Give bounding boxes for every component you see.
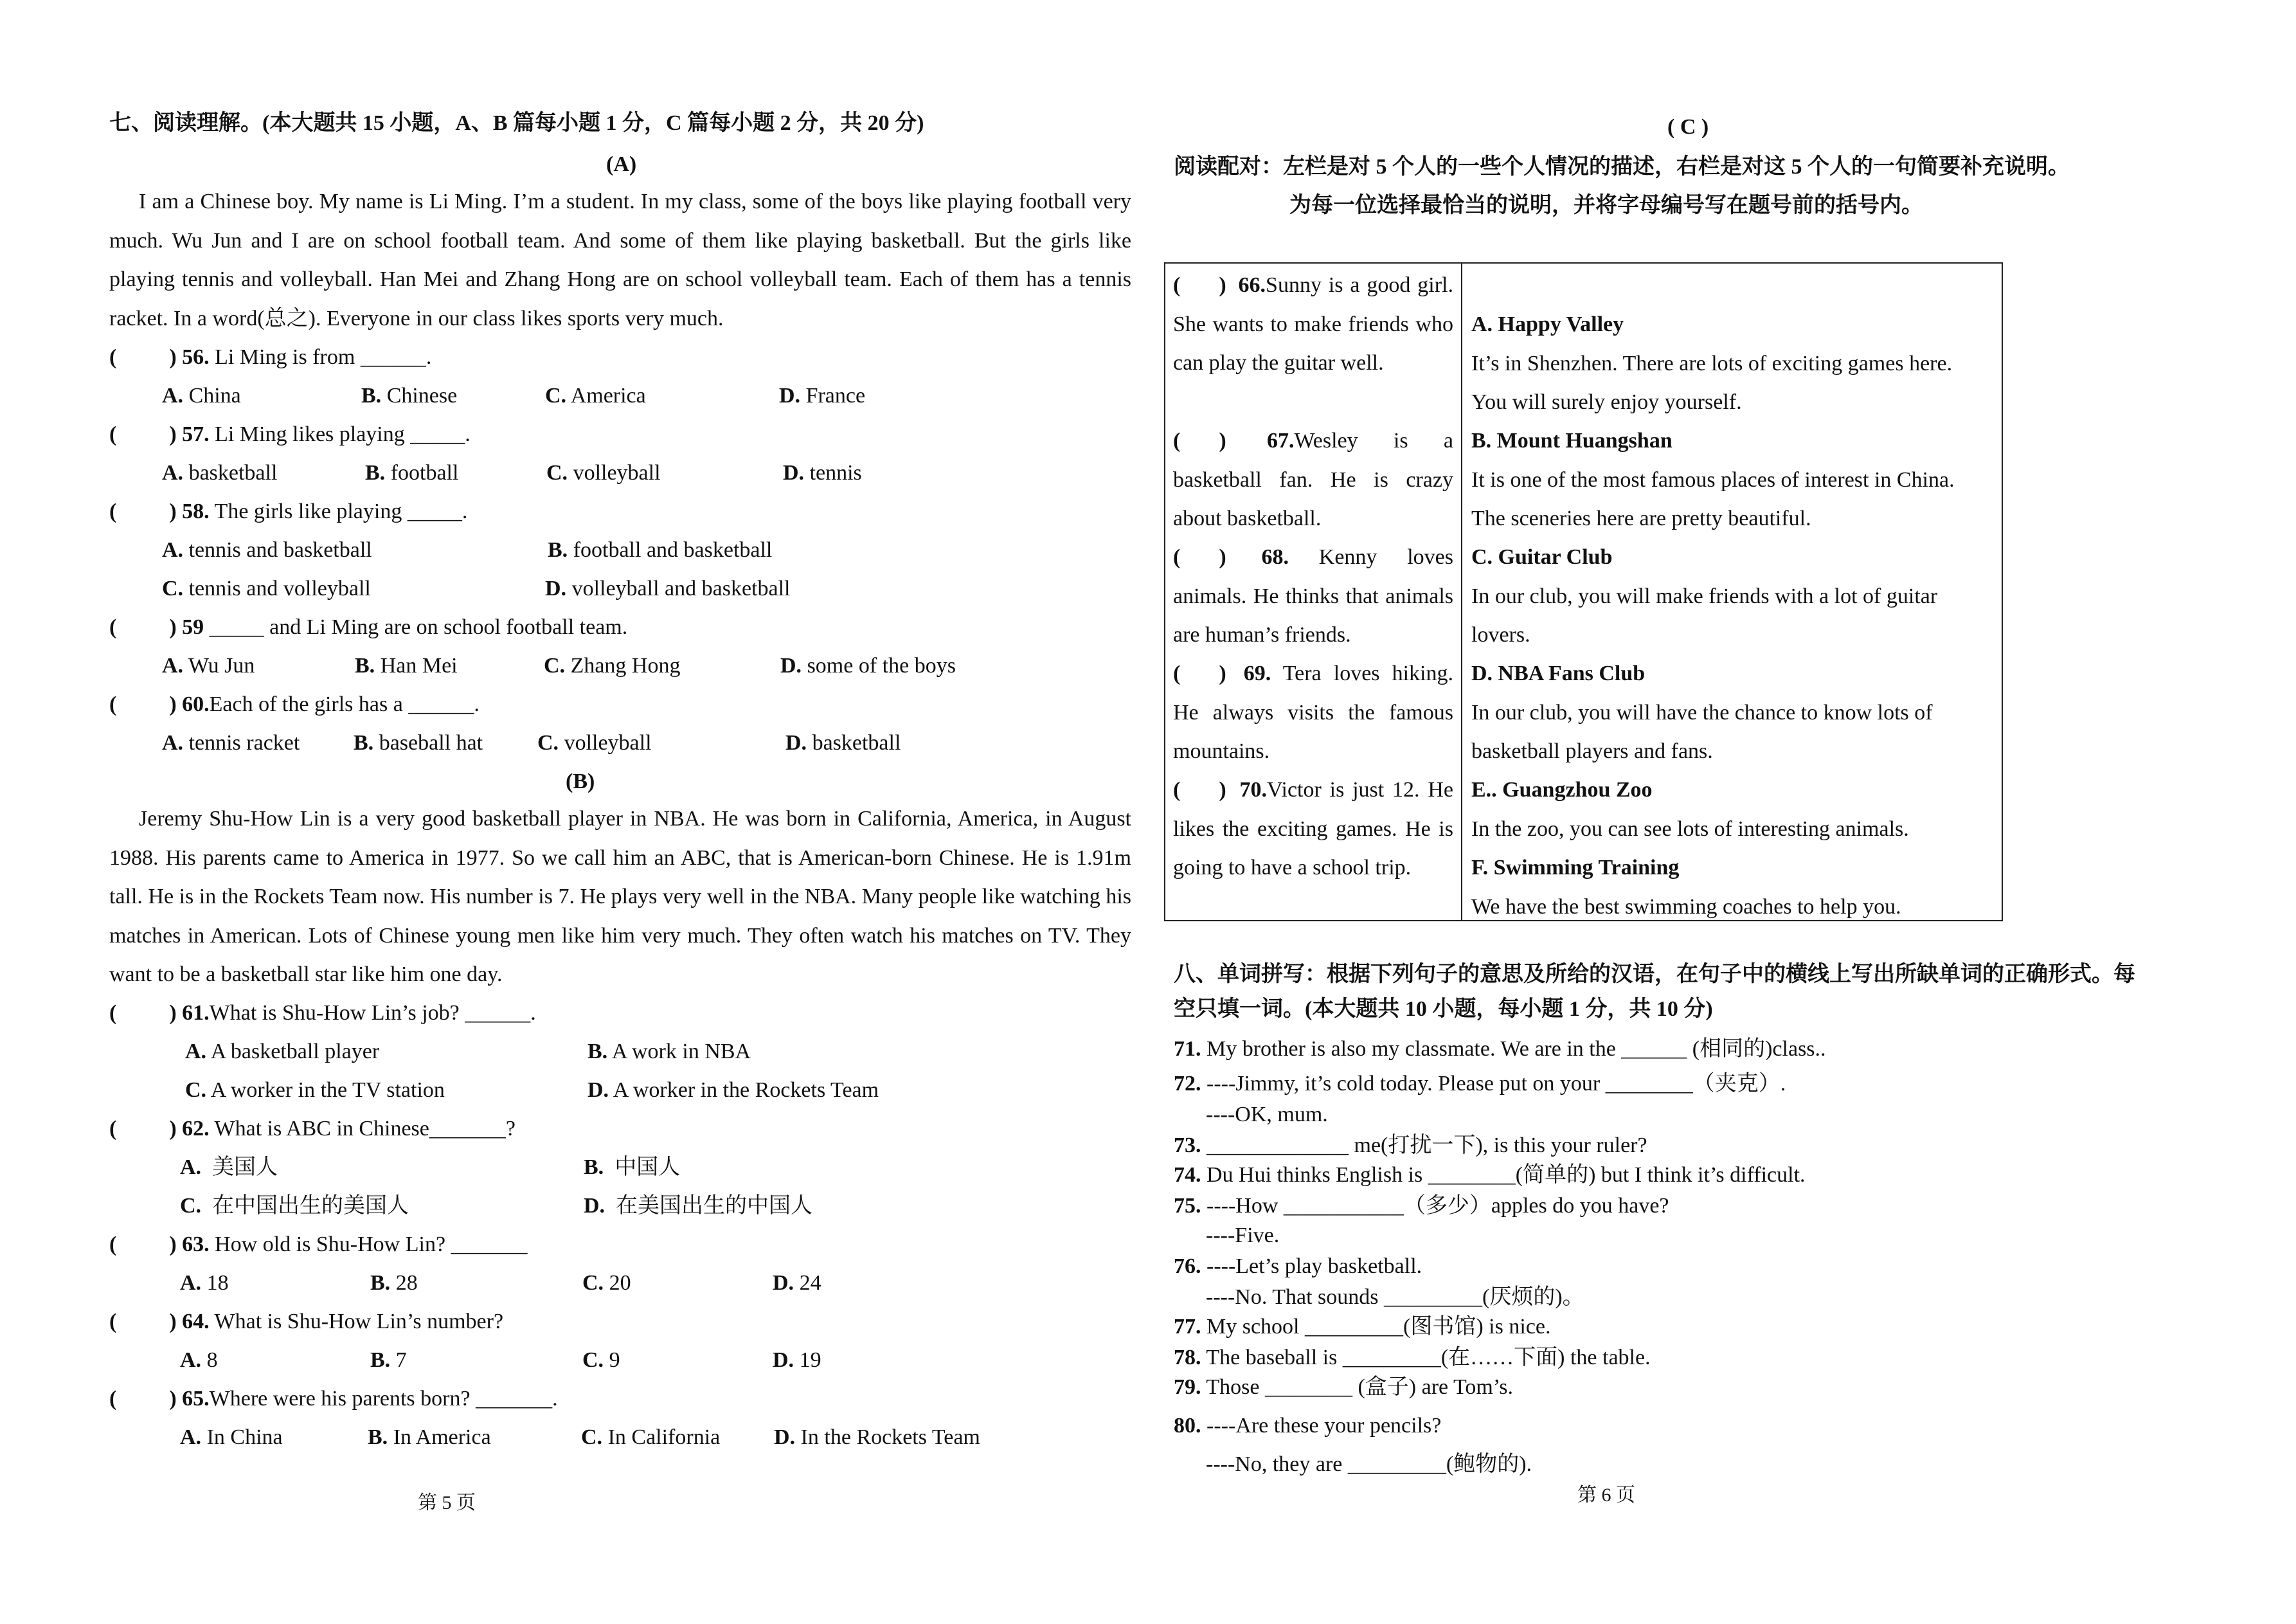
option-d-nba-fans-club: D. NBA Fans Club In our club, you will have the chance to know lots of basketball players and fans. [1471,662,1933,763]
option-56-c[interactable]: C. America [545,384,646,408]
option-64-c[interactable]: C. 9 [582,1348,620,1372]
question-60: ( ) 60.Each of the girls has a ______. [109,692,480,716]
option-64-d[interactable]: D. 19 [773,1348,821,1372]
spelling-77: 77. My school _________(图书馆) is nice. [1174,1315,1551,1339]
option-63-c[interactable]: C. 20 [582,1271,631,1295]
option-62-a[interactable]: A. 美国人 [180,1155,278,1179]
option-65-c[interactable]: C. In California [581,1425,721,1449]
instruction-line-2: 为每一位选择最恰当的说明，并将字母编号写在题号前的括号内。 [1289,194,1923,217]
option-57-c[interactable]: C. volleyball [546,461,661,485]
right-page [1148,0,2296,1624]
question-63: ( ) 63. How old is Shu-How Lin? _______ [109,1232,528,1256]
option-65-d[interactable]: D. In the Rockets Team [774,1425,980,1449]
question-62: ( ) 62. What is ABC in Chinese_______? [109,1117,516,1141]
option-a-happy-valley: A. Happy Valley It’s in Shenzhen. There are lots of exciting games here. You will surely enjoy yourself. [1471,312,1953,414]
spelling-73: 73. _____________ me(打扰一下), is this your ruler? [1174,1133,1647,1157]
option-59-c[interactable]: C. Zhang Hong [544,654,681,678]
section-8-title-line-2: 空只填一词。(本大题共 10 小题，每小题 1 分，共 10 分) [1174,997,1713,1021]
option-56-d[interactable]: D. France [779,384,866,408]
question-64: ( ) 64. What is Shu-How Lin’s number? [109,1310,504,1333]
spelling-80-reply: ----No, they are _________(鲍物的). [1206,1452,1532,1476]
passage-b-label: (B) [566,770,595,793]
spelling-74: 74. Du Hui thinks English is ________(简单的) but I think it’s difficult. [1174,1163,1806,1187]
option-61-c[interactable]: C. A worker in the TV station [185,1078,445,1102]
option-62-c[interactable]: C. 在中国出生的美国人 [180,1194,409,1218]
option-59-a[interactable]: A. Wu Jun [162,654,255,678]
option-60-b[interactable]: B. baseball hat [354,731,483,755]
option-60-c[interactable]: C. volleyball [537,731,652,755]
option-59-b[interactable]: B. Han Mei [355,654,458,678]
spelling-71: 71. My brother is also my classmate. We are in the ______ (相同的)class.. [1174,1037,1826,1061]
instruction-line-1: 阅读配对：左栏是对 5 个人的一些个人情况的描述，右栏是对这 5 个人的一句简要补充说明。 [1174,155,2070,179]
person-67: ( ) 67.Wesley is a basketball fan. He is crazy about basketball. [1173,429,1453,530]
option-e-guangzhou-zoo: E.. Guangzhou Zoo In the zoo, you can see lots of interesting animals. [1471,778,1909,841]
option-c-guitar-club: C. Guitar Club In our club, you will make friends with a lot of guitar lovers. [1471,545,1938,647]
spelling-76: 76. ----Let’s play basketball. [1174,1254,1422,1278]
page-number-6: 第 6 页 [1577,1484,1635,1506]
option-62-d[interactable]: D. 在美国出生的中国人 [584,1194,813,1218]
option-63-a[interactable]: A. 18 [180,1271,229,1295]
passage-c-label: ( C ) [1667,115,1709,139]
option-57-d[interactable]: D. tennis [783,461,862,485]
question-65: ( ) 65.Where were his parents born? _______. [109,1387,558,1411]
option-65-b[interactable]: B. In America [368,1425,491,1449]
option-f-swimming-training: F. Swimming Training We have the best swimming coaches to help you. [1471,856,1901,919]
person-66: ( ) 66.Sunny is a good girl. She wants to make friends who can play the guitar well. [1173,273,1453,375]
question-58: ( ) 58. The girls like playing _____. [109,500,468,523]
spelling-72-reply: ----OK, mum. [1206,1103,1328,1126]
option-63-b[interactable]: B. 28 [370,1271,418,1295]
spelling-75-reply: ----Five. [1206,1223,1280,1247]
matching-table [1164,262,2003,921]
spelling-78: 78. The baseball is _________(在……下面) the table. [1174,1346,1651,1369]
passage-a-label: (A) [606,152,637,176]
person-68: ( ) 68. Kenny loves animals. He thinks that animals are human’s friends. [1173,545,1454,647]
section-7-title: 七、阅读理解。(本大题共 15 小题，A、B 篇每小题 1 分，C 篇每小题 2 分，共 20 分) [109,111,924,135]
spelling-72: 72. ----Jimmy, it’s cold today. Please put on your ________（夹克）. [1174,1072,1786,1096]
option-56-b[interactable]: B. Chinese [361,384,458,408]
question-57: ( ) 57. Li Ming likes playing _____. [109,422,471,446]
option-58-d[interactable]: D. volleyball and basketball [545,577,791,600]
section-8-title-line-1: 八、单词拼写：根据下列句子的意思及所给的汉语，在句子中的横线上写出所缺单词的正确形式。每 [1174,962,2135,986]
question-56: ( ) 56. Li Ming is from ______. [109,345,432,369]
passage-a-text: I am a Chinese boy. My name is Li Ming. I’m a student. In my class, some of the boys like playing football very much. Wu Jun and I are on school football team. And some of them like playing basketball. But the girls like playing tennis and volleyball. Han Mei and Zhang Hong are on school volleyball team. Each of them has a tennis racket. In a word(总之). Everyone in our class likes sports very much. [109,190,1131,330]
option-62-b[interactable]: B. 中国人 [584,1155,681,1179]
option-60-a[interactable]: A. tennis racket [162,731,300,755]
option-57-a[interactable]: A. basketball [162,461,278,485]
spelling-79: 79. Those ________ (盒子) are Tom’s. [1174,1375,1514,1399]
option-64-b[interactable]: B. 7 [370,1348,407,1372]
option-61-a[interactable]: A. A basketball player [185,1040,380,1063]
option-57-b[interactable]: B. football [365,461,459,485]
option-59-d[interactable]: D. some of the boys [780,654,956,678]
option-63-d[interactable]: D. 24 [773,1271,821,1295]
option-60-d[interactable]: D. basketball [785,731,901,755]
spelling-76-reply: ----No. That sounds _________(厌烦的)。 [1206,1285,1584,1309]
option-b-mount-huangshan: B. Mount Huangshan It is one of the most famous places of interest in China. The sceneries here are pretty beautiful. [1471,429,1955,530]
passage-b-text: Jeremy Shu-How Lin is a very good basketball player in NBA. He was born in California, America, in August 1988. His parents came to America in 1977. So we call him an ABC, that is American-born Chinese. He is 1.91m tall. He is in the Rockets Team now. His number is 7. He plays very well in the NBA. Many people like watching his matches in American. Lots of Chinese young men like him very much. They often watch his matches on TV. They want to be a basketball star like him one day. [109,807,1131,986]
option-56-a[interactable]: A. China [162,384,241,408]
table-divider [1461,264,1462,920]
option-61-d[interactable]: D. A worker in the Rockets Team [587,1078,879,1102]
spelling-75: 75. ----How ___________（多少）apples do you have? [1174,1194,1669,1218]
option-58-a[interactable]: A. tennis and basketball [162,538,372,562]
page-number-5: 第 5 页 [418,1492,476,1513]
person-69: ( ) 69. Tera loves hiking. He always visits the famous mountains. [1173,662,1454,763]
question-59: ( ) 59 _____ and Li Ming are on school football team. [109,615,628,639]
option-64-a[interactable]: A. 8 [180,1348,218,1372]
option-58-c[interactable]: C. tennis and volleyball [162,577,371,600]
option-61-b[interactable]: B. A work in NBA [587,1040,751,1063]
option-65-a[interactable]: A. In China [180,1425,283,1449]
person-70: ( ) 70.Victor is just 12. He likes the exciting games. He is going to have a school trip. [1173,778,1454,880]
option-58-b[interactable]: B. football and basketball [548,538,773,562]
question-61: ( ) 61.What is Shu-How Lin’s job? ______. [109,1001,536,1025]
spelling-80: 80. ----Are these your pencils? [1174,1414,1442,1438]
